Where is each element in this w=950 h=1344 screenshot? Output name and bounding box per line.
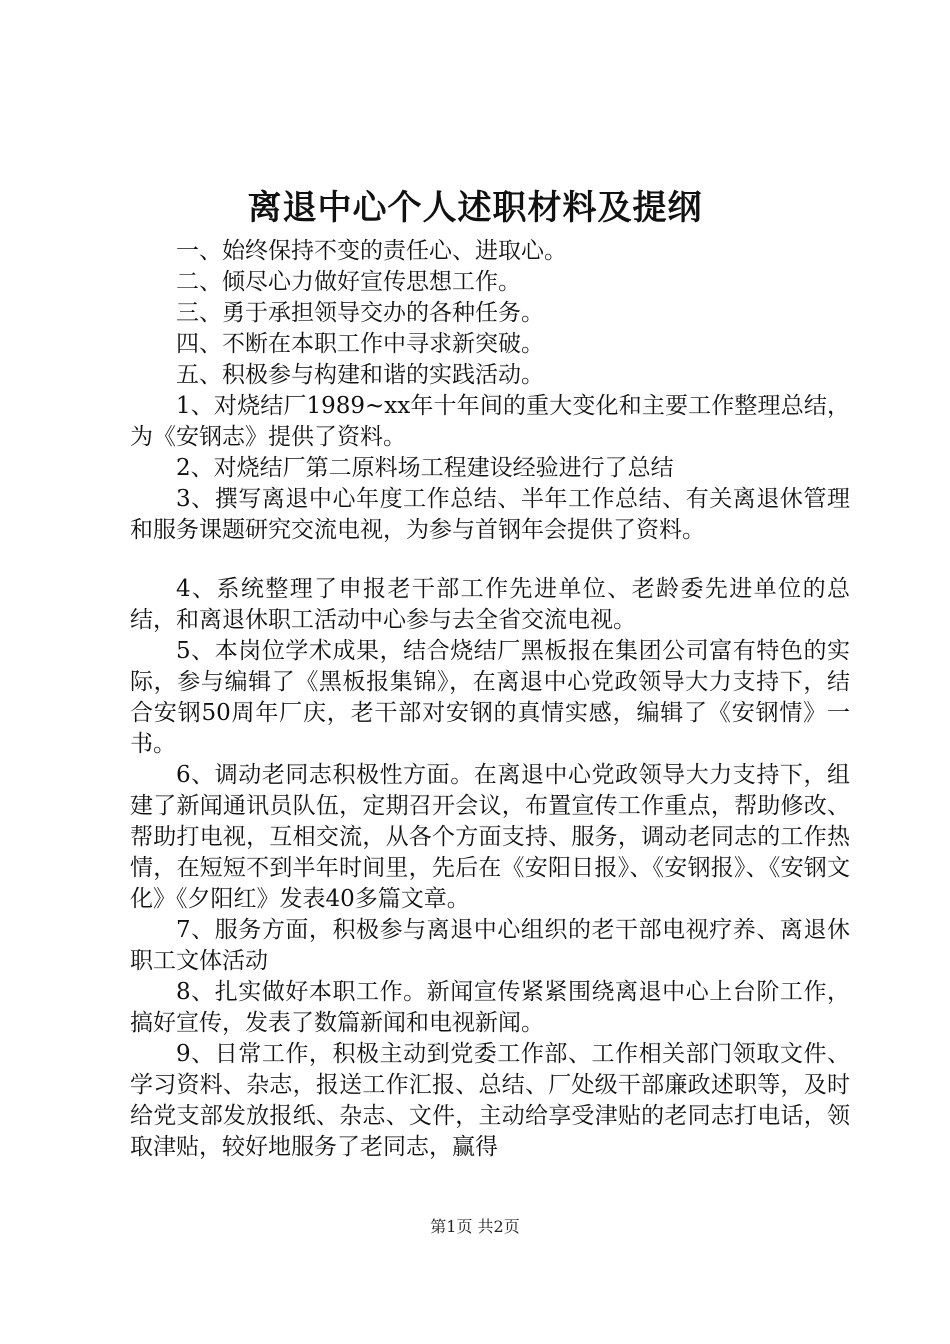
paragraph-9: 4、系统整理了申报老干部工作先进单位、老龄委先进单位的总结，和离退休职工活动中心参与去全省交流电视。 <box>130 576 850 633</box>
paragraph-3: 三、勇于承担领导交办的各种任务。 <box>176 300 544 326</box>
paragraph-6: 1、对烧结厂1989~xx年十年间的重大变化和主要工作整理总结，为《安钢志》提供了资料。 <box>130 393 850 450</box>
document-title: 离退中心个人述职材料及提纲 <box>247 188 703 228</box>
paragraph-7: 2、对烧结厂第二原料场工程建设经验进行了总结 <box>176 455 674 481</box>
paragraph-4: 四、不断在本职工作中寻求新突破。 <box>176 331 544 357</box>
paragraph-5: 五、积极参与构建和谐的实践活动。 <box>176 362 544 388</box>
paragraph-8: 3、撰写离退中心年度工作总结、半年工作总结、有关离退休管理和服务课题研究交流电视，为参与首钢年会提供了资料。 <box>130 486 850 543</box>
paragraph-1: 一、始终保持不变的责任心、进取心。 <box>176 238 567 264</box>
paragraph-11: 6、调动老同志积极性方面。在离退中心党政领导大力支持下，组建了新闻通讯员队伍，定期召开会议，布置宣传工作重点，帮助修改、帮助打电视，互相交流，从各个方面支持、服务，调动老同志的工作热情，在短短不到半年时间里，先后在《安阳日报》、《安钢报》、《安钢文化》《夕阳红》发表40多篇文章。 <box>130 762 850 912</box>
paragraph-13: 8、扎实做好本职工作。新闻宣传紧紧围绕离退中心上台阶工作，搞好宣传，发表了数篇新闻和电视新闻。 <box>130 979 850 1036</box>
paragraph-12: 7、服务方面，积极参与离退中心组织的老干部电视疗养、离退休职工文体活动 <box>130 917 850 974</box>
document-body <box>130 236 850 1163</box>
paragraph-10: 5、本岗位学术成果，结合烧结厂黑板报在集团公司富有特色的实际，参与编辑了《黑板报集锦》，在离退中心党政领导大力支持下，结合安钢50周年厂庆，老干部对安钢的真情实感，编辑了《安钢情》一书。 <box>130 638 850 757</box>
page-footer: 第1页 共2页 <box>430 1217 520 1236</box>
paragraph-14: 9、日常工作，积极主动到党委工作部、工作相关部门领取文件、学习资料、杂志，报送工作汇报、总结、厂处级干部廉政述职等，及时给党支部发放报纸、杂志、文件，主动给享受津贴的老同志打电话，领取津贴，较好地服务了老同志，赢得 <box>130 1041 850 1160</box>
paragraph-2: 二、倾尽心力做好宣传思想工作。 <box>176 269 521 295</box>
